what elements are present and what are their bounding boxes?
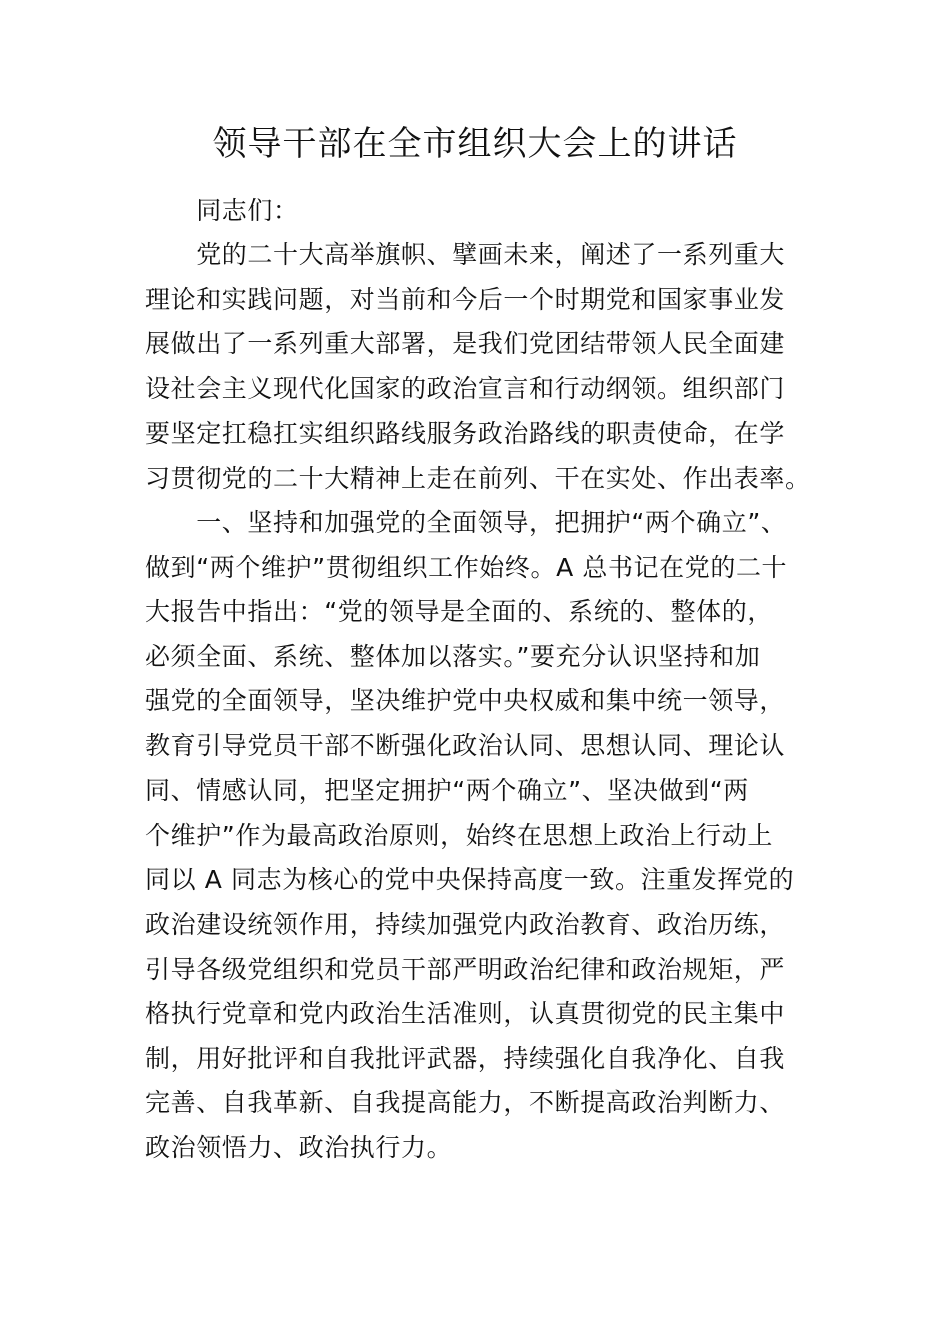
body-line: 习贯彻党的二十大精神上走在前列、干在实处、作出表率。	[145, 464, 811, 493]
body-line: 展做出了一系列重大部署，是我们党团结带领人民全面建	[145, 329, 786, 358]
body-line: 个维护”作为最高政治原则，始终在思想上政治上行动上	[145, 821, 773, 850]
body-line: 政治建设统领作用，持续加强党内政治教育、政治历练，	[145, 910, 786, 939]
body-line: 引导各级党组织和党员干部严明政治纪律和政治规矩，严	[145, 955, 786, 984]
body-line: 设社会主义现代化国家的政治宣言和行动纲领。组织部门	[145, 374, 786, 403]
body-line: 同志们：	[145, 196, 299, 225]
body-line: 理论和实践问题，对当前和今后一个时期党和国家事业发	[145, 285, 786, 314]
body-line: 大报告中指出：“党的领导是全面的、系统的、整体的，	[145, 597, 773, 626]
body-line: 一、坚持和加强党的全面领导，把拥护“两个确立”、	[145, 508, 787, 537]
body-line: 党的二十大高举旗帜、擘画未来，阐述了一系列重大	[145, 240, 786, 269]
body-line: 政治领悟力、政治执行力。	[145, 1133, 453, 1162]
document-title: 领导干部在全市组织大会上的讲话	[212, 124, 738, 164]
body-line: 要坚定扛稳扛实组织路线服务政治路线的职责使命，在学	[145, 419, 786, 448]
body-line: 做到“两个维护”贯彻组织工作始终。A 总书记在党的二十	[145, 553, 788, 582]
body-line: 教育引导党员干部不断强化政治认同、思想认同、理论认	[145, 731, 786, 760]
body-line: 同以 A 同志为核心的党中央保持高度一致。注重发挥党的	[145, 865, 795, 894]
body-line: 必须全面、系统、整体加以落实。”要充分认识坚持和加	[145, 642, 761, 671]
body-line: 强党的全面领导，坚决维护党中央权威和集中统一领导，	[145, 686, 786, 715]
body-line: 格执行党章和党内政治生活准则，认真贯彻党的民主集中	[145, 999, 786, 1028]
body-line: 制，用好批评和自我批评武器，持续强化自我净化、自我	[145, 1044, 786, 1073]
body-line: 完善、自我革新、自我提高能力，不断提高政治判断力、	[145, 1088, 786, 1117]
body-line: 同、情感认同，把坚定拥护“两个确立”、坚决做到“两	[145, 776, 749, 805]
